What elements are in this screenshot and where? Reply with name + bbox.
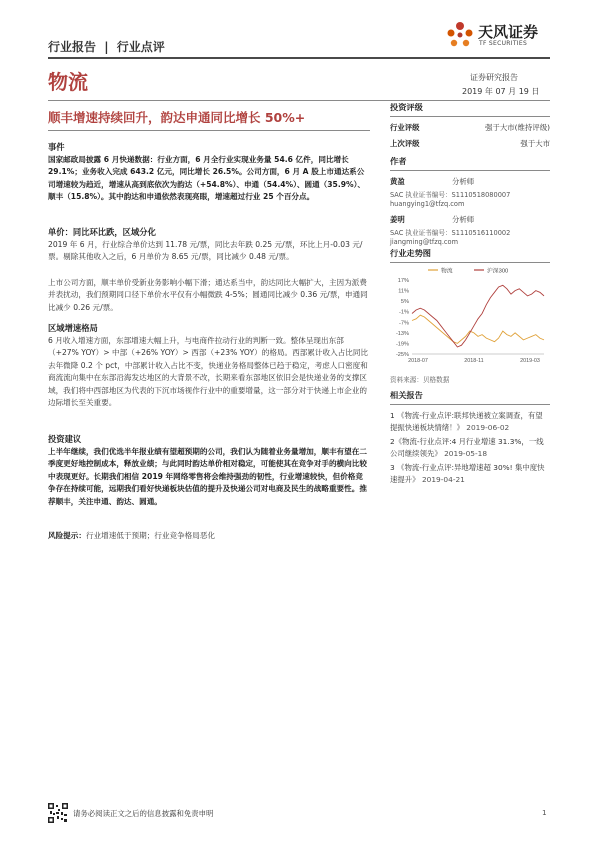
region-text: 6 月收入增速方面，东部增速大幅上升，与电商件拉动行业的判断一致。整体呈现出东部（+27% YOY）> 中部（+26% YOY）> 西部（+23% YOY）的格局。西部累计收入占比同比去年微降 0.2 个 pct，中部累计收入占比不变，快递业务格局整体已趋于稳定，考虑人口密度和商流流向集中在东部沿海发达地区的大背景不改，长期来看东部地区依旧会是快递业务的支撑区域，我们将中西部地区为代表的下沉市场视作行业中的重要增量，这一部分对于快递上市企业的边际增长至关重要。	[48, 336, 369, 408]
region-title: 区域增速格局	[48, 323, 98, 333]
related-item[interactable]	[390, 433, 550, 459]
related-item-text[interactable]: 1 《物流-行业点评:联邦快递被立案调查，有望提振快递板块情绪！》	[390, 411, 543, 432]
author-name: 黄盈	[390, 177, 405, 186]
prev-rating-value: 强于大市	[520, 139, 550, 148]
author-2	[390, 208, 550, 246]
qr-code	[48, 803, 68, 823]
footer-disclaimer: 请务必阅读正文之后的信息披露和免责申明	[73, 809, 214, 818]
author-license: SAC 执业证书编号：S1110518080007	[390, 191, 511, 199]
prev-rating-row	[390, 133, 550, 149]
trend-chart	[390, 264, 550, 372]
brand-name: 天风证券	[478, 23, 539, 41]
price-text-2: 上市公司方面，顺丰单价受新业务影响小幅下滑；通达系当中，韵达同比大幅扩大，主因为派费并表扰动，我们预期同口径下单价水平仅有小幅微跌 4-5%；圆通同比减少 0.36 元/票，申通同比减少 0.26 元/票。	[48, 278, 368, 312]
industry-rating-value: 强于大市(维持评级)	[485, 123, 550, 132]
related-item[interactable]	[390, 459, 550, 485]
trend-box	[390, 248, 550, 263]
related-box	[390, 390, 550, 485]
price-text-1: 2019 年 6 月，行业综合单价达到 11.78 元/票，同比去年跌 0.25 元/票，环比上月-0.03 元/票。剔除其他收入之后，6 月单价为 8.65 元/票，同比减少 0.48 元/票。	[48, 240, 363, 262]
event-text: 国家邮政局披露 6 月快递数据：行业方面，6 月全行业实现业务量 54.6 亿件，同比增长 29.1%；业务收入完成 643.2 亿元，同比增长 26.5%。公司方面，6 月 A 股上市通达系公司增速较为趋近，增速从高到底依次为韵达（+54.8%）、申通（54.4%）、圆通（35.9%）、顺丰（15.8%）。其中韵达和申通依然表现亮眼，增速超过行业 25 个百分点。	[48, 155, 365, 202]
y-tick-label: 17%	[397, 278, 409, 284]
page-number: 1	[542, 808, 547, 817]
report-date: 2019 年 07 月 19 日	[462, 87, 540, 96]
author-name: 姜明	[390, 215, 405, 224]
brand-logo	[445, 18, 555, 54]
related-item-date: 2019-05-18	[444, 448, 488, 458]
industry-name: 物流	[48, 70, 88, 94]
industry-rating-label: 行业评级	[390, 123, 420, 132]
risk-note	[48, 530, 215, 541]
author-role: 分析师	[452, 215, 475, 224]
report-title: 顺丰增速持续回升，韵达申通同比增长 50%+	[48, 110, 306, 125]
author-license: SAC 执业证书编号：S1110516110002	[390, 229, 511, 237]
legend-label: 物流	[441, 268, 453, 275]
price-title: 单价：同比环比跌，区域分化	[48, 227, 156, 237]
risk-text: 行业增速低于预期；行业竞争格局恶化	[85, 531, 216, 540]
related-item-text[interactable]: 2《物流-行业点评:4 月行业增速 31.3%，一线公司继续领先》	[390, 437, 544, 458]
brand-en: TF SECURITIES	[479, 40, 528, 47]
y-tick-label: -19%	[395, 341, 409, 348]
author-1	[390, 171, 550, 208]
title-rule-bottom	[48, 130, 370, 131]
event-title: 事件	[48, 142, 65, 152]
author-email[interactable]: huangying1@tfzq.com	[390, 200, 465, 208]
y-tick-label: -1%	[399, 309, 409, 316]
legend-label: 沪深300	[487, 268, 509, 275]
report-category: 行业报告 | 行业点评	[48, 40, 165, 54]
y-tick-label: -25%	[395, 352, 409, 358]
tf-logo-icon	[445, 20, 475, 50]
industry-rating-row	[390, 117, 550, 133]
y-tick-label: -13%	[395, 330, 409, 337]
trend-source: 资料来源：贝格数据	[390, 376, 450, 384]
y-tick-label: -7%	[399, 320, 409, 327]
prev-rating-label: 上次评级	[390, 139, 420, 148]
related-title: 相关报告	[390, 390, 550, 405]
y-tick-label: 5%	[400, 299, 409, 306]
authors-box	[390, 156, 550, 246]
rating-box	[390, 100, 550, 149]
x-tick-label: 2018-07	[408, 358, 428, 364]
advice-title: 投资建议	[48, 434, 82, 444]
x-tick-label: 2018-11	[464, 358, 484, 364]
author-role: 分析师	[452, 177, 475, 186]
related-item-date: 2019-06-02	[466, 422, 510, 432]
author-email[interactable]: jiangming@tfzq.com	[390, 238, 459, 246]
related-item-date: 2019-04-21	[421, 474, 465, 484]
report-type: 证券研究报告	[470, 73, 518, 82]
series-line	[412, 285, 544, 347]
rating-title: 投资评级	[390, 100, 550, 117]
trend-title: 行业走势图	[390, 248, 550, 263]
qr-code-icon	[48, 803, 68, 823]
risk-label: 风险提示：	[48, 531, 86, 540]
header-rule	[48, 57, 550, 59]
related-item[interactable]	[390, 405, 550, 433]
x-tick-label: 2019-03	[520, 358, 540, 364]
advice-text: 上半年继续，我们优选半年报业绩有望超预期的公司，我们认为随着业务量增加，顺丰有望在二季度更好地控制成本，释放业绩；与此同时韵达单价相对稳定，可能使其在竞争对手的横向比较中表现更好。长期我们相信 2019 年网络零售将会维持强劲的韧性，行业增速较快，但价格竞争存在持续可能，远期我们看好快递板块估值的提升及快递公司对电商及民生的战略重要性。推荐顺丰，关注申通、韵达、圆通。	[48, 447, 367, 506]
related-item-text[interactable]: 3 《物流-行业点评:异地增速超 30%! 集中度快速提升》	[390, 463, 545, 484]
y-tick-label: 11%	[398, 288, 409, 295]
authors-title: 作者	[390, 156, 550, 171]
